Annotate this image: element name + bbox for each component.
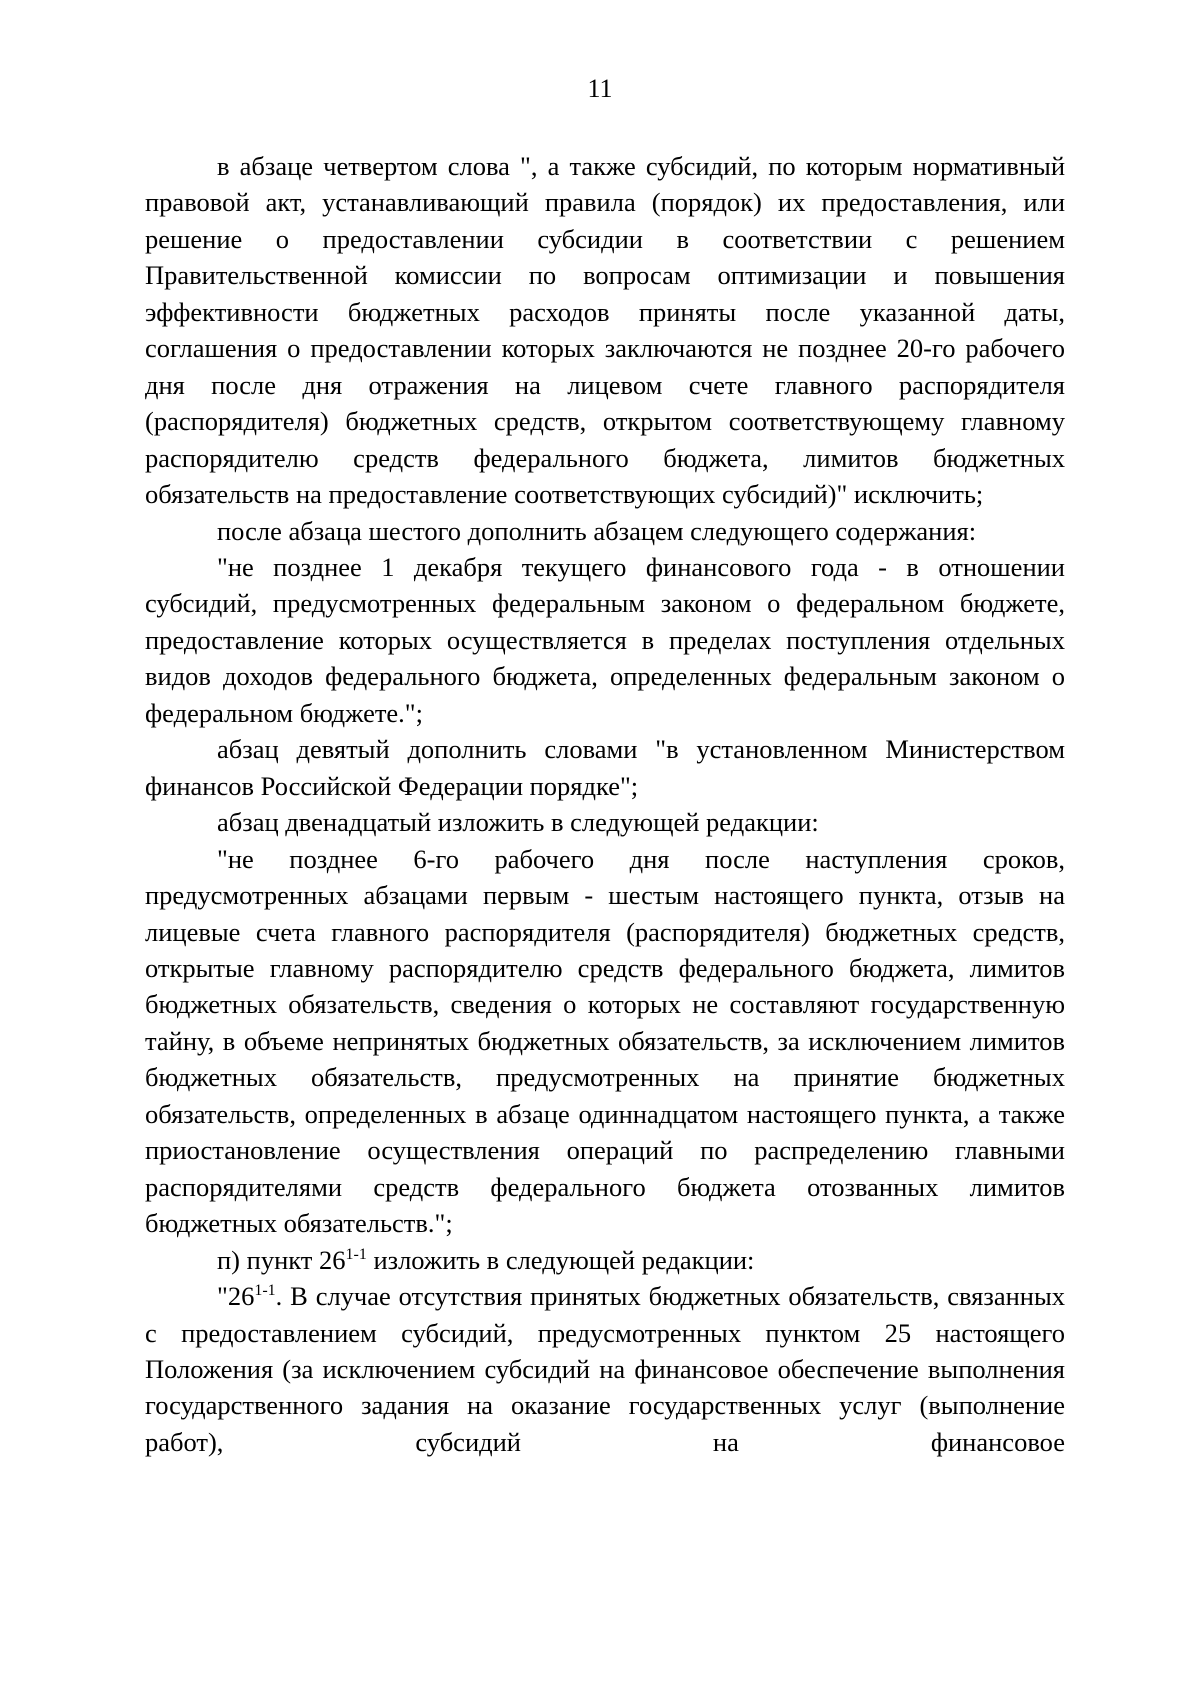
- item-26-suffix: . В случае отсутствия принятых бюджетных обязательств, связанных с предоставлением субсидий, предусмотренных пунктом 25 настоящего Положения (за исключением субсидий на финансовое обеспечение выполнения государственного задания на оказание государственных услуг (выполнение работ), субсидий на финансовое: [145, 1281, 1065, 1457]
- paragraph-abzac-4: в абзаце четвертом слова ", а также субсидий, по которым нормативный правовой акт, устанавливающий правила (порядок) их предоставления, или решение о предоставлении субсидии в соответствии с решением Правительственной комиссии по вопросам оптимизации и повышения эффективности бюджетных расходов приняты после указанной даты, соглашения о предоставлении которых заключаются не позднее 20-го рабочего дня после дня отражения на лицевом счете главного распорядителя (распорядителя) бюджетных средств, открытом соответствующему главному распорядителю средств федерального бюджета, лимитов бюджетных обязательств на предоставление соответствующих субсидий)" исключить;: [145, 151, 1065, 510]
- paragraph-quote-6th-day: "не позднее 6-го рабочего дня после наступления сроков, предусмотренных абзацами первым - шестым настоящего пункта, отзыв на лицевые счета главного распорядителя (распорядителя) бюджетных средств, открытые главному распорядителю средств федерального бюджета, лимитов бюджетных обязательств, сведения о которых не составляют государственную тайну, в объеме непринятых бюджетных обязательств, за исключением лимитов бюджетных обязательств, предусмотренных на принятие бюджетных обязательств, определенных в абзаце одиннадцатом настоящего пункта, а также приостановление осуществления операций по распределению главными распорядителями средств федерального бюджета отозванных лимитов бюджетных обязательств.";: [145, 843, 1065, 1239]
- paragraph-item-p: [145, 1242, 1065, 1278]
- item-26-prefix: "26: [217, 1281, 255, 1312]
- paragraph-quote-1-dec: "не позднее 1 декабря текущего финансового года - в отношении субсидий, предусмотренных федеральным законом о федеральном бюджете, предоставление которых осуществляется в пределах поступления отдельных видов доходов федерального бюджета, определенных федеральным законом о федеральном бюджете.";: [145, 551, 1065, 728]
- item-p-superscript: 1-1: [345, 1245, 367, 1263]
- paragraph-abzac-9: абзац девятый дополнить словами "в установленном Министерством финансов Российской Федерации порядке";: [145, 734, 1065, 801]
- document-body: [145, 148, 1065, 1460]
- page-number: 11: [587, 74, 613, 103]
- paragraph-item-26: [145, 1278, 1065, 1460]
- item-26-superscript: 1-1: [254, 1282, 276, 1300]
- item-p-suffix: изложить в следующей редакции:: [366, 1244, 755, 1275]
- item-p-prefix: п) пункт 26: [217, 1244, 346, 1275]
- paragraph-abzac-12: абзац двенадцатый изложить в следующей редакции:: [217, 807, 819, 838]
- paragraph-after-abzac-6: после абзаца шестого дополнить абзацем следующего содержания:: [217, 515, 977, 546]
